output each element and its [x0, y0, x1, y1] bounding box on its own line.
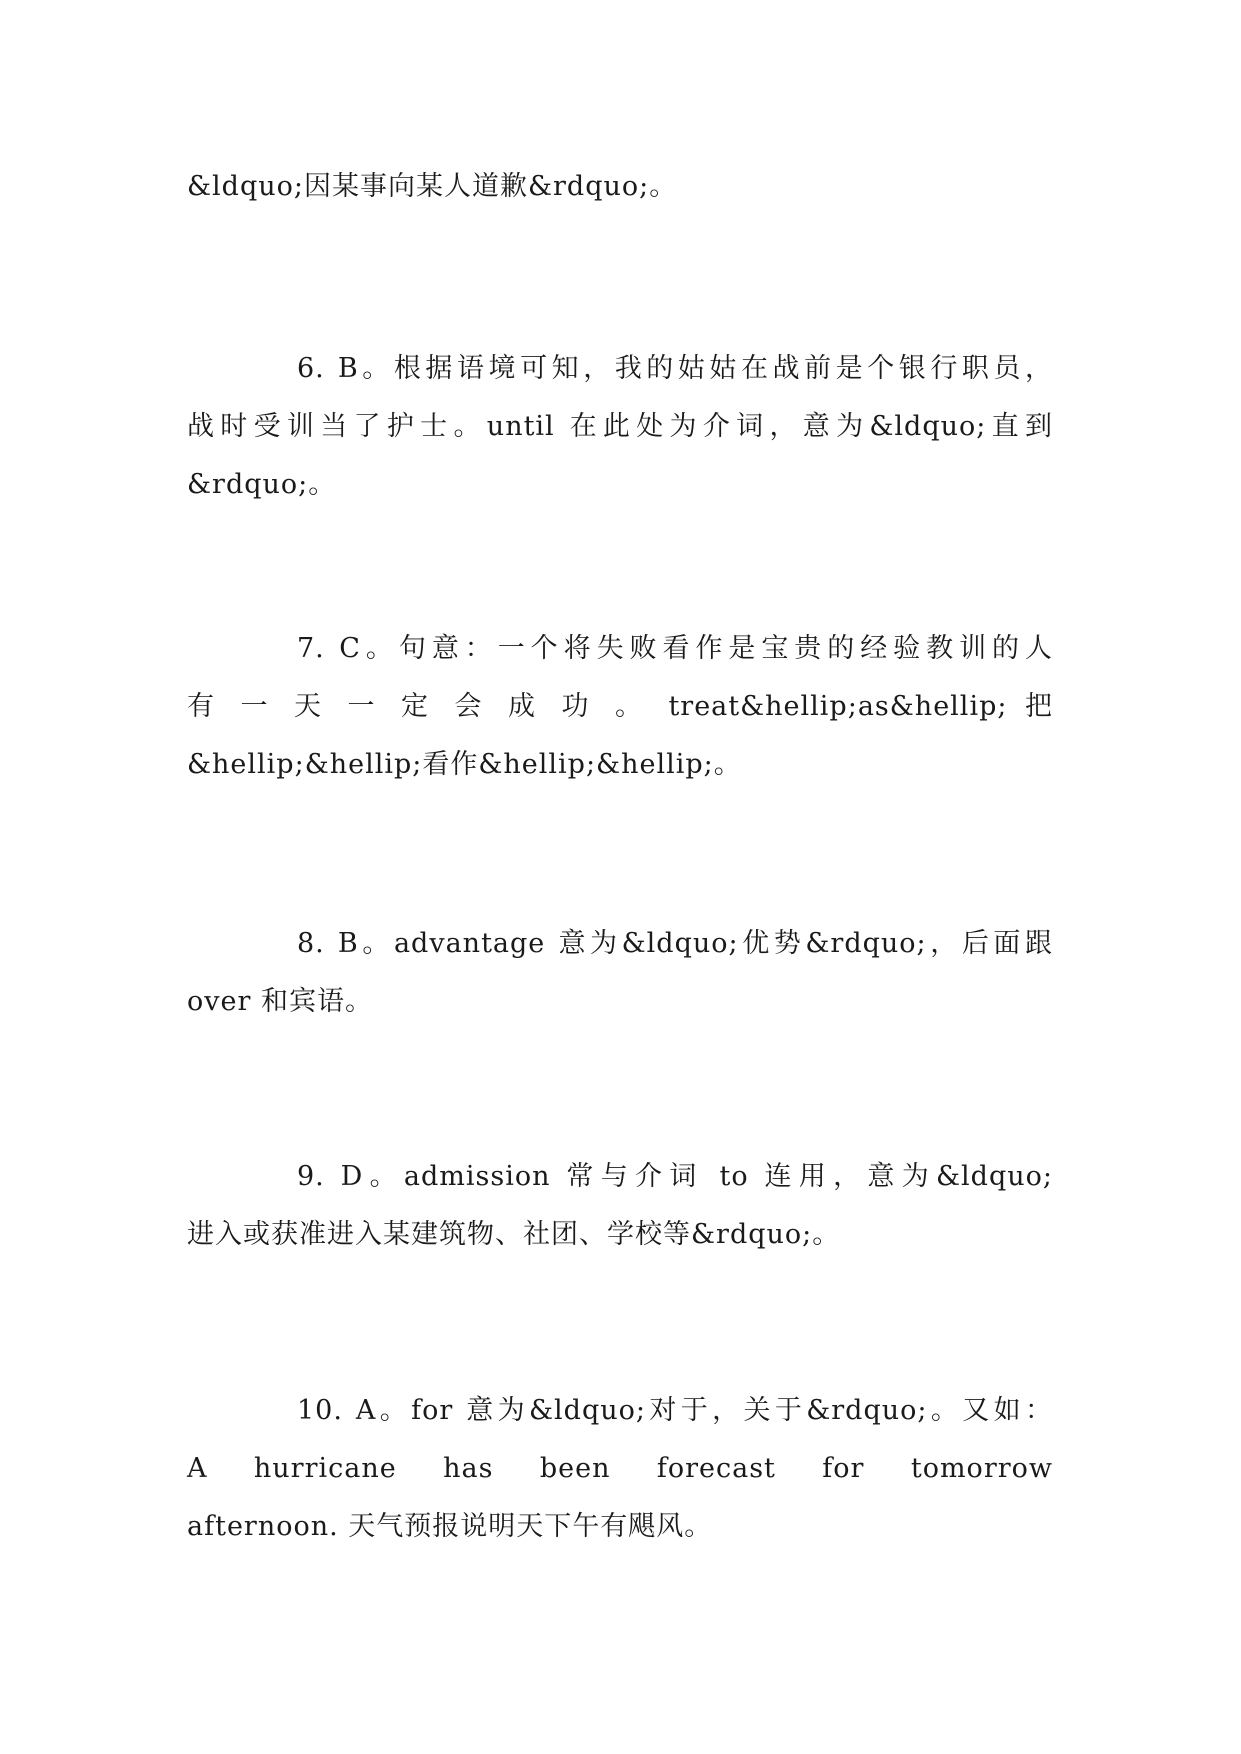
paragraph-line: 有 一 天 一 定 会 成 功 。 treat&hellip;as&hellip; 把 [187, 691, 1053, 722]
paragraph-line: &rdquo;。 [187, 469, 337, 500]
answer-paragraph-10 [187, 1382, 1053, 1556]
paragraph-line: 6. B。根据语境可知，我的姑姑在战前是个银行职员， [297, 353, 1053, 384]
paragraph-line: 9. D。admission 常与介词 to 连用，意为&ldquo; [297, 1161, 1053, 1192]
paragraph-line: 10. A。for 意为&ldquo;对于，关于&rdquo;。又如： [297, 1395, 1053, 1426]
paragraph-line: 8. B。advantage 意为&ldquo;优势&rdquo;，后面跟 [297, 928, 1053, 959]
paragraph-line: 进入或获准进入某建筑物、社团、学校等&rdquo;。 [187, 1219, 841, 1250]
answer-paragraph-8 [187, 915, 1053, 1031]
answer-paragraph-7 [187, 620, 1053, 794]
paragraph-line: 战时受训当了护士。until 在此处为介词，意为&ldquo;直到 [187, 411, 1053, 442]
paragraph-line: 7. C。句意：一个将失败看作是宝贵的经验教训的人 [297, 633, 1053, 664]
paragraph-line: over 和宾语。 [187, 986, 373, 1017]
answer-paragraph-5-tail [187, 158, 1053, 216]
paragraph-line: afternoon. 天气预报说明天下午有飓风。 [187, 1511, 713, 1542]
answer-paragraph-6 [187, 340, 1053, 514]
paragraph-line: &hellip;&hellip;看作&hellip;&hellip;。 [187, 749, 742, 780]
paragraph-line: &ldquo;因某事向某人道歉&rdquo;。 [187, 171, 678, 202]
answer-paragraph-9 [187, 1148, 1053, 1264]
paragraph-line: A hurricane has been forecast for tomorrow [187, 1453, 1053, 1484]
